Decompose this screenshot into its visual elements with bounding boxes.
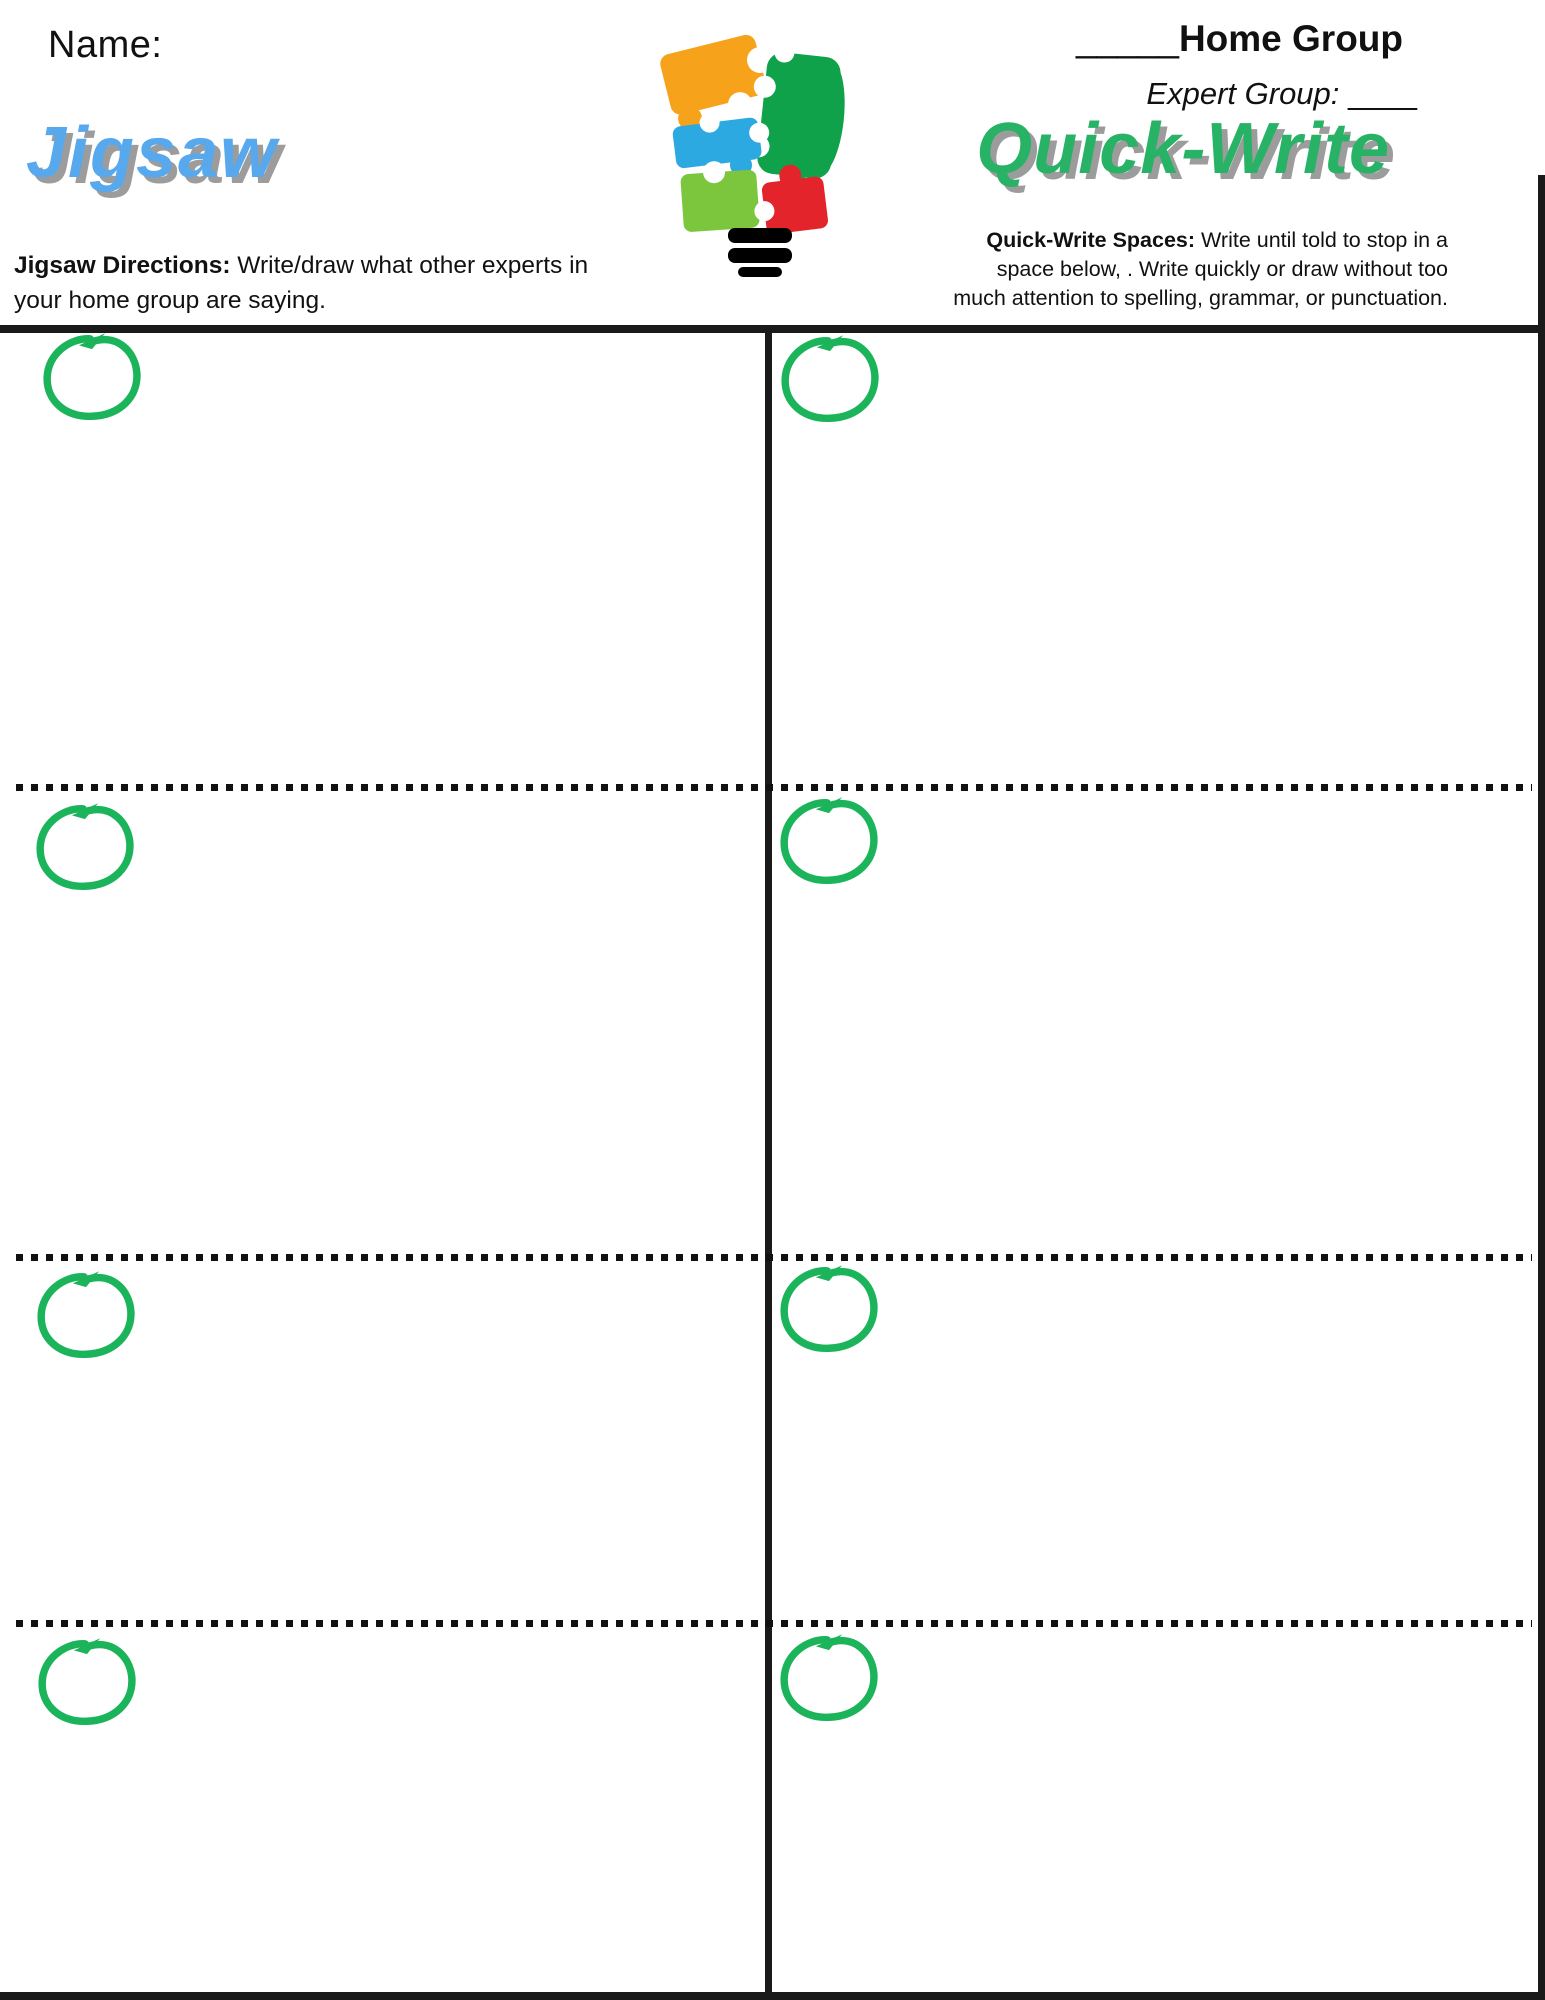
expert-group-line bbox=[1146, 76, 1417, 112]
name-label: Name: bbox=[48, 24, 163, 66]
expert-group-label: Expert Group: bbox=[1146, 76, 1340, 111]
green-circle-marker bbox=[36, 329, 148, 427]
jigsaw-directions-line1: Write/draw what other experts in bbox=[230, 252, 589, 279]
green-circle-marker bbox=[773, 1630, 885, 1728]
quick-write-directions-line1: Write until told to stop in a bbox=[1195, 228, 1448, 252]
writing-space-row4-right[interactable] bbox=[772, 1627, 1538, 1992]
green-circle-marker bbox=[773, 1261, 885, 1359]
dotted-row-divider-2 bbox=[16, 1254, 1532, 1261]
jigsaw-directions-line2: your home group are saying. bbox=[14, 287, 326, 314]
page-bottom-border bbox=[0, 1992, 1545, 2000]
dotted-row-divider-1 bbox=[16, 784, 1532, 791]
home-group-line bbox=[1076, 18, 1403, 60]
home-group-label: Home Group bbox=[1178, 18, 1403, 59]
puzzle-lightbulb-logo-icon bbox=[650, 20, 855, 290]
grid-top-border bbox=[0, 325, 1545, 333]
quick-write-directions-line3: much attention to spelling, grammar, or punctuation. bbox=[953, 286, 1448, 310]
quick-write-directions-lead: Quick-Write Spaces: bbox=[986, 228, 1196, 252]
expert-group-blank[interactable]: ____ bbox=[1348, 76, 1417, 111]
quick-write-directions-line2: space below, . Write quickly or draw without too bbox=[996, 257, 1448, 281]
home-group-blank[interactable]: _____ bbox=[1076, 18, 1179, 59]
quick-write-directions bbox=[928, 226, 1448, 313]
jigsaw-title: Jigsaw bbox=[26, 113, 279, 193]
jigsaw-directions-lead: Jigsaw Directions: bbox=[14, 252, 231, 279]
green-circle-marker bbox=[30, 1267, 142, 1365]
writing-space-row3-right[interactable] bbox=[772, 1261, 1538, 1620]
green-circle-marker bbox=[31, 1634, 143, 1732]
writing-space-row1-right[interactable] bbox=[772, 333, 1538, 784]
green-circle-marker bbox=[774, 331, 886, 429]
green-circle-marker bbox=[773, 793, 885, 891]
bulb-base-icon bbox=[728, 228, 792, 277]
grid-column-divider bbox=[765, 330, 772, 2000]
quick-write-title: Quick-Write bbox=[976, 109, 1390, 189]
green-circle-marker bbox=[29, 799, 141, 897]
page-right-border bbox=[1538, 175, 1545, 2000]
dotted-row-divider-3 bbox=[16, 1620, 1532, 1627]
jigsaw-directions bbox=[14, 248, 674, 318]
writing-space-row2-right[interactable] bbox=[772, 791, 1538, 1254]
